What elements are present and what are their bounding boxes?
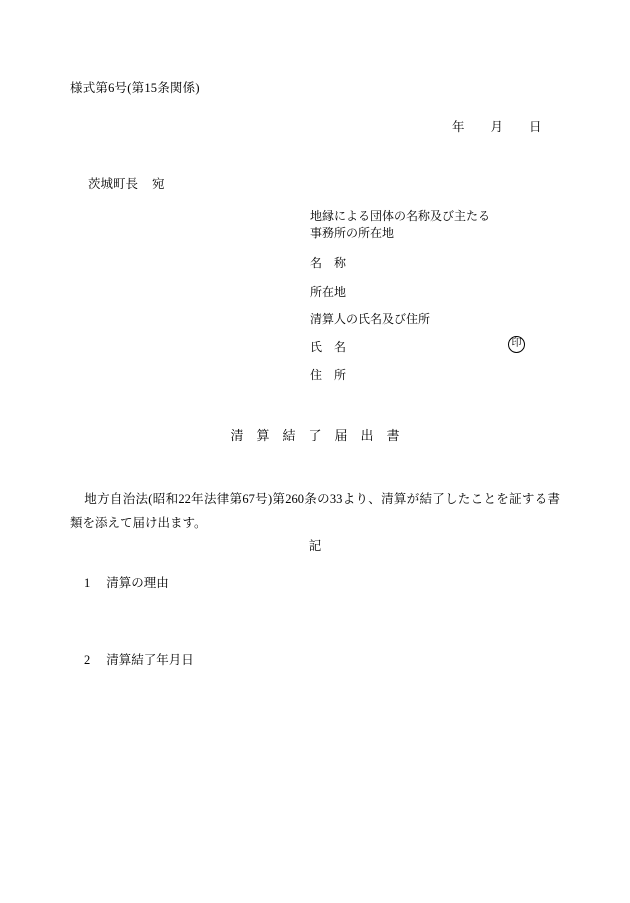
item-label: 清算結了年月日	[106, 653, 194, 667]
list-item	[84, 650, 194, 668]
addressee	[88, 174, 165, 192]
addressee-name: 茨城町長	[88, 177, 139, 191]
ki-marker: 記	[308, 539, 322, 553]
item-number: 2	[84, 653, 91, 667]
person-name-label: 氏 名	[310, 340, 347, 354]
liquidator-heading: 清算人の氏名及び住所	[310, 312, 431, 326]
person-address-label: 住 所	[310, 368, 347, 382]
date-day: 日	[529, 120, 542, 134]
item-label: 清算の理由	[106, 576, 169, 590]
date-line	[452, 117, 542, 135]
body-paragraph-text: 地方自治法(昭和22年法律第67号)第260条の33より、清算が結了したことを証する書類を添えて届け出ます。	[70, 492, 560, 530]
org-address-label: 所在地	[310, 285, 347, 299]
date-month: 月	[490, 120, 504, 134]
item-number: 1	[84, 576, 91, 590]
org-name-label: 名 称	[310, 256, 347, 270]
seal-icon: 印	[508, 336, 525, 353]
date-year: 年	[452, 120, 465, 134]
body-paragraph	[70, 487, 560, 535]
form-number: 様式第6号(第15条関係)	[70, 81, 200, 95]
page-title: 清 算 結 了 届 出 書	[230, 428, 400, 443]
list-item	[84, 573, 169, 591]
addressee-suffix: 宛	[152, 177, 165, 191]
seal-mark	[511, 334, 528, 353]
org-heading-line-1: 地縁による団体の名称及び主たる	[310, 209, 491, 223]
org-heading-line-2: 事務所の所在地	[310, 226, 395, 240]
